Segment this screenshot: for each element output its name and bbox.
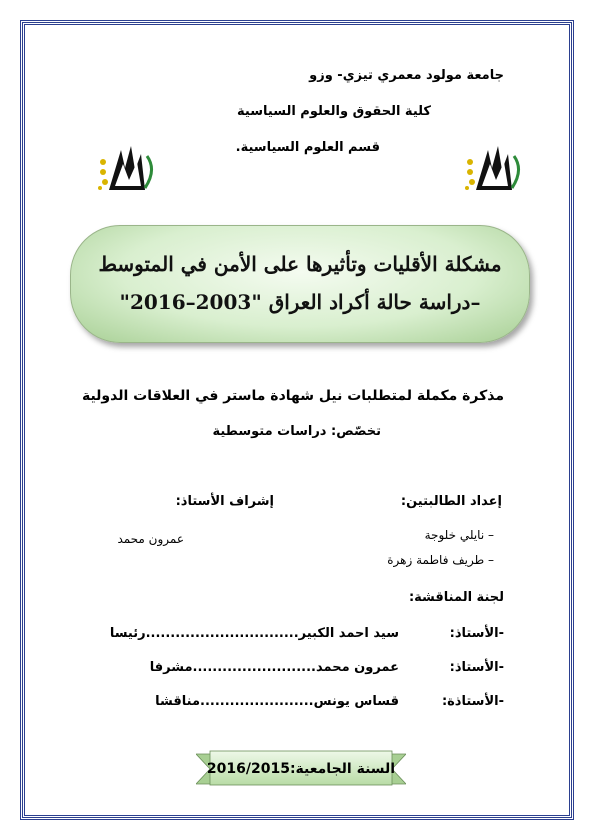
academic-year-ribbon: [196, 750, 406, 788]
author-name-2: – طريف فاطمة زهرة: [387, 553, 494, 567]
thesis-specialty: تخصّص: دراسات متوسطية: [212, 424, 381, 439]
jury-member-title-3: -الأستاذة:: [441, 694, 504, 709]
university-logo-icon: [95, 140, 157, 202]
jury-member-title-1: -الأستاذ:: [449, 626, 504, 641]
faculty-name: كلية الحقوق والعلوم السياسية: [237, 104, 431, 119]
authors-label: إعداد الطالبتين:: [400, 494, 502, 509]
jury-member-entry-2: عمرون محمد.........................مشرفا: [149, 660, 399, 675]
title-line-1: مشكلة الأقليات وتأثيرها على الأمن في المتوسط: [98, 252, 502, 276]
jury-member-title-2: -الأستاذ:: [449, 660, 504, 675]
jury-member-entry-1: سيد احمد الكبير...............................رئيسا: [109, 626, 399, 641]
academic-year: السنة الجامعية:2016/2015: [206, 761, 396, 777]
university-logo-icon: [462, 140, 524, 202]
title-line-2: –دراسة حالة أكراد العراق "2003–2016": [119, 290, 481, 314]
jury-label: لجنة المناقشة:: [408, 590, 504, 605]
title-box: [70, 225, 530, 343]
author-name-1: – نايلي خلوجة: [424, 528, 494, 542]
thesis-purpose: مذكرة مكملة لمتطلبات نيل شهادة ماستر في العلاقات الدولية: [81, 388, 504, 404]
university-name: جامعة مولود معمري تيزي- وزو: [309, 68, 504, 83]
supervisor-label: إشراف الأستاذ:: [175, 494, 274, 509]
department-name: قسم العلوم السياسية.: [235, 140, 380, 155]
supervisor-name: عمرون محمد: [117, 532, 184, 546]
jury-member-entry-3: قساس يونس.......................مناقشا: [155, 694, 399, 709]
